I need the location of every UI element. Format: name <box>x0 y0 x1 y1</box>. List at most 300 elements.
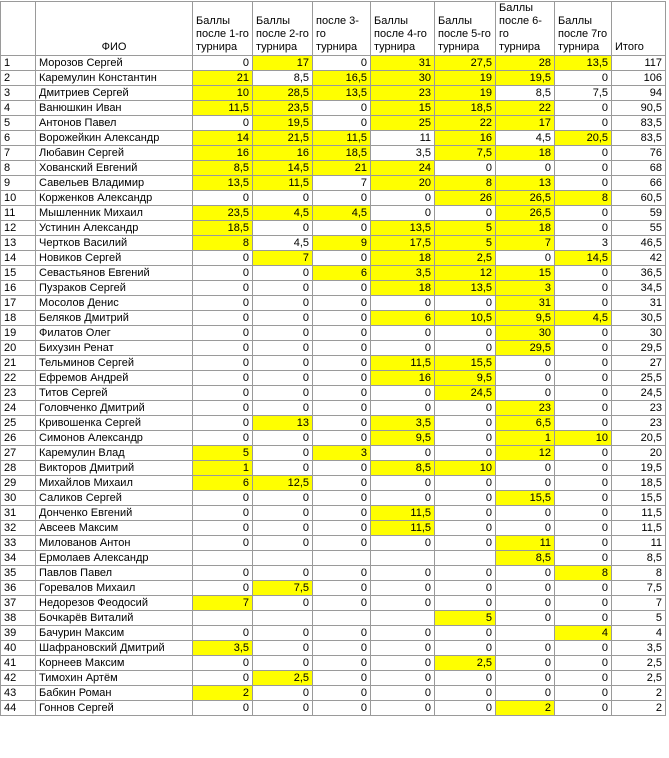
score-cell-t5: 0 <box>435 626 496 641</box>
score-cell-t5: 19 <box>435 86 496 101</box>
score-cell-t5: 0 <box>435 416 496 431</box>
total-cell: 4 <box>612 626 666 641</box>
score-cell-t6: 0 <box>496 566 555 581</box>
score-cell-t6: 15 <box>496 266 555 281</box>
score-cell-t3: 0 <box>313 386 371 401</box>
score-cell-t4: 0 <box>371 296 435 311</box>
score-cell-t6: 0 <box>496 386 555 401</box>
total-cell: 20 <box>612 446 666 461</box>
score-cell-t7: 0 <box>555 401 612 416</box>
score-cell-t4: 0 <box>371 491 435 506</box>
row-number: 33 <box>1 536 36 551</box>
score-cell-t5: 5 <box>435 221 496 236</box>
score-cell-t5: 0 <box>435 686 496 701</box>
row-number: 23 <box>1 386 36 401</box>
table-row <box>1 356 666 371</box>
score-cell-t5: 0 <box>435 206 496 221</box>
score-cell-t7: 0 <box>555 116 612 131</box>
player-name: Савельев Владимир <box>36 176 193 191</box>
score-cell-t1: 8,5 <box>193 161 253 176</box>
score-cell-t3: 0 <box>313 491 371 506</box>
table-row <box>1 641 666 656</box>
total-cell: 23 <box>612 416 666 431</box>
player-name: Бабкин Роман <box>36 686 193 701</box>
score-cell-t4: 0 <box>371 191 435 206</box>
score-cell-t6: 0 <box>496 251 555 266</box>
score-cell-t3: 0 <box>313 596 371 611</box>
row-number: 28 <box>1 461 36 476</box>
score-cell-t4: 8,5 <box>371 461 435 476</box>
score-cell-t2: 12,5 <box>253 476 313 491</box>
table-row <box>1 536 666 551</box>
score-cell-t7: 3 <box>555 236 612 251</box>
score-cell-t3: 0 <box>313 281 371 296</box>
score-cell-t7: 0 <box>555 446 612 461</box>
score-cell-t5: 0 <box>435 446 496 461</box>
header-tournament-3: после 3-го турнира <box>313 2 371 56</box>
player-name: Павлов Павел <box>36 566 193 581</box>
player-name: Тимохин Артём <box>36 671 193 686</box>
row-number: 10 <box>1 191 36 206</box>
score-cell-t3: 0 <box>313 371 371 386</box>
player-name: Горевалов Михаил <box>36 581 193 596</box>
total-cell: 83,5 <box>612 116 666 131</box>
player-name: Бачурин Максим <box>36 626 193 641</box>
score-cell-t5: 2,5 <box>435 656 496 671</box>
score-cell-t4: 23 <box>371 86 435 101</box>
score-cell-t5: 13,5 <box>435 281 496 296</box>
score-cell-t5: 19 <box>435 71 496 86</box>
score-cell-t1: 10 <box>193 86 253 101</box>
score-cell-t2: 21,5 <box>253 131 313 146</box>
score-cell-t7: 4 <box>555 626 612 641</box>
table-row <box>1 686 666 701</box>
score-cell-t3: 0 <box>313 701 371 716</box>
table-row <box>1 446 666 461</box>
total-cell: 2 <box>612 701 666 716</box>
score-cell-t4: 0 <box>371 671 435 686</box>
score-cell-t7: 0 <box>555 506 612 521</box>
score-cell-t7: 10 <box>555 431 612 446</box>
score-cell-t7: 0 <box>555 551 612 566</box>
row-number: 29 <box>1 476 36 491</box>
score-cell-t2: 0 <box>253 566 313 581</box>
score-cell-t7: 0 <box>555 266 612 281</box>
total-cell: 11,5 <box>612 521 666 536</box>
score-cell-t4: 0 <box>371 566 435 581</box>
row-number: 31 <box>1 506 36 521</box>
score-cell-t1: 3,5 <box>193 641 253 656</box>
score-cell-t2: 23,5 <box>253 101 313 116</box>
score-cell-t6: 8,5 <box>496 551 555 566</box>
score-cell-t2: 0 <box>253 221 313 236</box>
score-cell-t7: 0 <box>555 176 612 191</box>
table-row <box>1 401 666 416</box>
score-cell-t3: 0 <box>313 101 371 116</box>
score-cell-t5: 5 <box>435 236 496 251</box>
score-cell-t6: 0 <box>496 371 555 386</box>
score-cell-t1 <box>193 551 253 566</box>
score-cell-t2: 0 <box>253 701 313 716</box>
score-cell-t5: 0 <box>435 491 496 506</box>
score-cell-t2: 0 <box>253 266 313 281</box>
row-number: 38 <box>1 611 36 626</box>
total-cell: 59 <box>612 206 666 221</box>
score-cell-t6: 1 <box>496 431 555 446</box>
score-cell-t2: 0 <box>253 686 313 701</box>
score-cell-t1: 0 <box>193 701 253 716</box>
score-cell-t7: 0 <box>555 341 612 356</box>
total-cell: 7 <box>612 596 666 611</box>
score-cell-t6: 0 <box>496 686 555 701</box>
table-row <box>1 566 666 581</box>
table-row <box>1 56 666 71</box>
score-cell-t2: 13 <box>253 416 313 431</box>
score-cell-t2: 0 <box>253 311 313 326</box>
score-cell-t3: 0 <box>313 311 371 326</box>
total-cell: 117 <box>612 56 666 71</box>
total-cell: 36,5 <box>612 266 666 281</box>
score-cell-t3: 0 <box>313 686 371 701</box>
total-cell: 2,5 <box>612 671 666 686</box>
score-cell-t1: 23,5 <box>193 206 253 221</box>
row-number: 15 <box>1 266 36 281</box>
score-cell-t1: 0 <box>193 656 253 671</box>
header-tournament-2: Баллы после 2-го турнира <box>253 2 313 56</box>
score-cell-t7: 0 <box>555 206 612 221</box>
score-cell-t1: 0 <box>193 506 253 521</box>
score-cell-t6: 0 <box>496 161 555 176</box>
player-name: Симонов Александр <box>36 431 193 446</box>
score-cell-t6: 29,5 <box>496 341 555 356</box>
score-cell-t4: 0 <box>371 206 435 221</box>
row-number: 17 <box>1 296 36 311</box>
total-cell: 29,5 <box>612 341 666 356</box>
score-cell-t3: 0 <box>313 566 371 581</box>
score-cell-t3: 0 <box>313 626 371 641</box>
row-number: 2 <box>1 71 36 86</box>
score-cell-t3: 0 <box>313 671 371 686</box>
total-cell: 7,5 <box>612 581 666 596</box>
score-cell-t3: 0 <box>313 356 371 371</box>
score-cell-t4: 18 <box>371 251 435 266</box>
header-tournament-7: Баллы после 7го турнира <box>555 2 612 56</box>
score-cell-t6: 0 <box>496 671 555 686</box>
table-row <box>1 491 666 506</box>
total-cell: 11 <box>612 536 666 551</box>
score-cell-t2: 4,5 <box>253 236 313 251</box>
score-cell-t2: 28,5 <box>253 86 313 101</box>
row-number: 27 <box>1 446 36 461</box>
score-cell-t4: 0 <box>371 641 435 656</box>
score-cell-t5: 7,5 <box>435 146 496 161</box>
player-name: Филатов Олег <box>36 326 193 341</box>
row-number: 16 <box>1 281 36 296</box>
total-cell: 76 <box>612 146 666 161</box>
score-cell-t6: 0 <box>496 476 555 491</box>
score-cell-t5: 0 <box>435 596 496 611</box>
score-cell-t5: 0 <box>435 671 496 686</box>
table-row <box>1 581 666 596</box>
score-cell-t2: 0 <box>253 401 313 416</box>
table-row <box>1 326 666 341</box>
row-number: 4 <box>1 101 36 116</box>
table-row <box>1 296 666 311</box>
row-number: 26 <box>1 431 36 446</box>
score-cell-t7: 4,5 <box>555 311 612 326</box>
player-name: Ефремов Андрей <box>36 371 193 386</box>
player-name: Беляков Дмитрий <box>36 311 193 326</box>
score-cell-t5: 0 <box>435 296 496 311</box>
row-number: 39 <box>1 626 36 641</box>
row-number: 35 <box>1 566 36 581</box>
score-cell-t7: 8 <box>555 566 612 581</box>
score-cell-t5: 10 <box>435 461 496 476</box>
score-cell-t4: 3,5 <box>371 416 435 431</box>
score-cell-t5: 0 <box>435 326 496 341</box>
total-cell: 23 <box>612 401 666 416</box>
header-row <box>1 2 666 56</box>
header-index <box>1 2 36 56</box>
header-total: Итого <box>612 2 666 56</box>
score-cell-t4: 24 <box>371 161 435 176</box>
score-cell-t5: 5 <box>435 611 496 626</box>
score-cell-t3: 21 <box>313 161 371 176</box>
row-number: 34 <box>1 551 36 566</box>
score-cell-t5: 0 <box>435 161 496 176</box>
score-cell-t1: 0 <box>193 371 253 386</box>
total-cell: 68 <box>612 161 666 176</box>
score-cell-t5: 0 <box>435 641 496 656</box>
score-cell-t7: 0 <box>555 356 612 371</box>
score-cell-t3 <box>313 611 371 626</box>
score-cell-t7: 0 <box>555 581 612 596</box>
score-cell-t2: 0 <box>253 371 313 386</box>
score-cell-t3: 0 <box>313 506 371 521</box>
score-cell-t6: 11 <box>496 536 555 551</box>
row-number: 41 <box>1 656 36 671</box>
score-cell-t2: 14,5 <box>253 161 313 176</box>
score-cell-t6: 31 <box>496 296 555 311</box>
score-cell-t5: 24,5 <box>435 386 496 401</box>
score-cell-t6: 0 <box>496 506 555 521</box>
score-cell-t2: 16 <box>253 146 313 161</box>
score-cell-t4: 30 <box>371 71 435 86</box>
player-name: Севастьянов Евгений <box>36 266 193 281</box>
player-name: Милованов Антон <box>36 536 193 551</box>
total-cell: 5 <box>612 611 666 626</box>
score-cell-t7: 0 <box>555 476 612 491</box>
table-row <box>1 341 666 356</box>
score-cell-t6: 28 <box>496 56 555 71</box>
player-name: Корнеев Максим <box>36 656 193 671</box>
player-name: Ворожейкин Александр <box>36 131 193 146</box>
score-cell-t3: 0 <box>313 341 371 356</box>
score-cell-t3: 9 <box>313 236 371 251</box>
score-cell-t3: 0 <box>313 116 371 131</box>
score-cell-t1: 0 <box>193 581 253 596</box>
score-cell-t4: 0 <box>371 701 435 716</box>
score-cell-t7: 0 <box>555 296 612 311</box>
player-name: Головченко Дмитрий <box>36 401 193 416</box>
score-cell-t2: 11,5 <box>253 176 313 191</box>
player-name: Кривошенка Сергей <box>36 416 193 431</box>
score-cell-t7: 0 <box>555 71 612 86</box>
score-cell-t6: 6,5 <box>496 416 555 431</box>
score-cell-t4: 3,5 <box>371 146 435 161</box>
table-row <box>1 431 666 446</box>
score-cell-t5: 0 <box>435 566 496 581</box>
total-cell: 8 <box>612 566 666 581</box>
score-cell-t5: 26 <box>435 191 496 206</box>
score-cell-t3: 4,5 <box>313 206 371 221</box>
score-cell-t4: 11,5 <box>371 506 435 521</box>
score-cell-t1: 14 <box>193 131 253 146</box>
score-cell-t3: 16,5 <box>313 71 371 86</box>
player-name: Титов Сергей <box>36 386 193 401</box>
score-cell-t6: 26,5 <box>496 206 555 221</box>
score-cell-t3: 6 <box>313 266 371 281</box>
score-cell-t6: 18 <box>496 221 555 236</box>
score-cell-t3: 0 <box>313 581 371 596</box>
score-cell-t4: 25 <box>371 116 435 131</box>
score-cell-t2: 4,5 <box>253 206 313 221</box>
total-cell: 42 <box>612 251 666 266</box>
score-cell-t4 <box>371 611 435 626</box>
row-number: 43 <box>1 686 36 701</box>
row-number: 11 <box>1 206 36 221</box>
total-cell: 94 <box>612 86 666 101</box>
player-name: Гоннов Сергей <box>36 701 193 716</box>
score-cell-t2: 7 <box>253 251 313 266</box>
table-row <box>1 656 666 671</box>
score-cell-t2 <box>253 551 313 566</box>
row-number: 24 <box>1 401 36 416</box>
score-cell-t4: 0 <box>371 446 435 461</box>
score-cell-t2: 0 <box>253 446 313 461</box>
total-cell: 34,5 <box>612 281 666 296</box>
score-cell-t5: 8 <box>435 176 496 191</box>
score-cell-t6: 23 <box>496 401 555 416</box>
score-cell-t7: 7,5 <box>555 86 612 101</box>
total-cell: 18,5 <box>612 476 666 491</box>
table-row <box>1 206 666 221</box>
score-cell-t2: 0 <box>253 356 313 371</box>
row-number: 14 <box>1 251 36 266</box>
score-cell-t7: 0 <box>555 641 612 656</box>
score-cell-t5: 0 <box>435 476 496 491</box>
score-cell-t2: 19,5 <box>253 116 313 131</box>
score-cell-t6: 13 <box>496 176 555 191</box>
score-cell-t4: 0 <box>371 656 435 671</box>
score-cell-t7: 0 <box>555 161 612 176</box>
score-cell-t1: 0 <box>193 386 253 401</box>
score-cell-t6: 19,5 <box>496 71 555 86</box>
score-cell-t2: 0 <box>253 536 313 551</box>
row-number: 19 <box>1 326 36 341</box>
standings-table <box>0 1 666 716</box>
player-name: Антонов Павел <box>36 116 193 131</box>
score-cell-t1: 1 <box>193 461 253 476</box>
score-cell-t5: 12 <box>435 266 496 281</box>
player-name: Тельминов Сергей <box>36 356 193 371</box>
table-row <box>1 596 666 611</box>
row-number: 8 <box>1 161 36 176</box>
player-name: Ермолаев Александр <box>36 551 193 566</box>
score-cell-t1: 0 <box>193 356 253 371</box>
score-cell-t6: 0 <box>496 461 555 476</box>
score-cell-t6 <box>496 626 555 641</box>
table-row <box>1 131 666 146</box>
score-cell-t1: 7 <box>193 596 253 611</box>
player-name: Новиков Сергей <box>36 251 193 266</box>
player-name: Шафрановский Дмитрий <box>36 641 193 656</box>
table-row <box>1 611 666 626</box>
score-cell-t1: 5 <box>193 446 253 461</box>
score-cell-t4: 11,5 <box>371 521 435 536</box>
score-cell-t1: 0 <box>193 401 253 416</box>
score-cell-t1: 21 <box>193 71 253 86</box>
score-cell-t3: 0 <box>313 251 371 266</box>
player-name: Донченко Евгений <box>36 506 193 521</box>
table-row <box>1 251 666 266</box>
score-cell-t2: 0 <box>253 191 313 206</box>
score-cell-t1: 0 <box>193 626 253 641</box>
score-cell-t6: 0 <box>496 596 555 611</box>
table-row <box>1 416 666 431</box>
score-cell-t4: 0 <box>371 596 435 611</box>
total-cell: 30 <box>612 326 666 341</box>
score-cell-t2: 0 <box>253 626 313 641</box>
score-cell-t1: 18,5 <box>193 221 253 236</box>
total-cell: 55 <box>612 221 666 236</box>
player-name: Недорезов Феодосий <box>36 596 193 611</box>
score-cell-t5: 0 <box>435 581 496 596</box>
score-cell-t3: 0 <box>313 521 371 536</box>
score-cell-t1: 0 <box>193 281 253 296</box>
score-cell-t6: 0 <box>496 656 555 671</box>
score-cell-t1 <box>193 611 253 626</box>
score-cell-t6: 0 <box>496 581 555 596</box>
player-name: Корженков Александр <box>36 191 193 206</box>
table-row <box>1 371 666 386</box>
player-name: Каремулин Константин <box>36 71 193 86</box>
total-cell: 15,5 <box>612 491 666 506</box>
row-number: 1 <box>1 56 36 71</box>
table-row <box>1 476 666 491</box>
score-cell-t2: 0 <box>253 461 313 476</box>
score-cell-t3: 0 <box>313 416 371 431</box>
score-cell-t1: 6 <box>193 476 253 491</box>
score-cell-t7: 0 <box>555 281 612 296</box>
score-cell-t5: 18,5 <box>435 101 496 116</box>
row-number: 7 <box>1 146 36 161</box>
score-cell-t5: 9,5 <box>435 371 496 386</box>
score-cell-t1: 0 <box>193 671 253 686</box>
row-number: 6 <box>1 131 36 146</box>
score-cell-t7: 14,5 <box>555 251 612 266</box>
score-cell-t7: 0 <box>555 146 612 161</box>
score-cell-t5: 15,5 <box>435 356 496 371</box>
score-cell-t7: 0 <box>555 701 612 716</box>
row-number: 5 <box>1 116 36 131</box>
total-cell: 24,5 <box>612 386 666 401</box>
score-cell-t1: 11,5 <box>193 101 253 116</box>
score-cell-t7: 0 <box>555 416 612 431</box>
score-cell-t5: 0 <box>435 506 496 521</box>
total-cell: 27 <box>612 356 666 371</box>
player-name: Чертков Василий <box>36 236 193 251</box>
